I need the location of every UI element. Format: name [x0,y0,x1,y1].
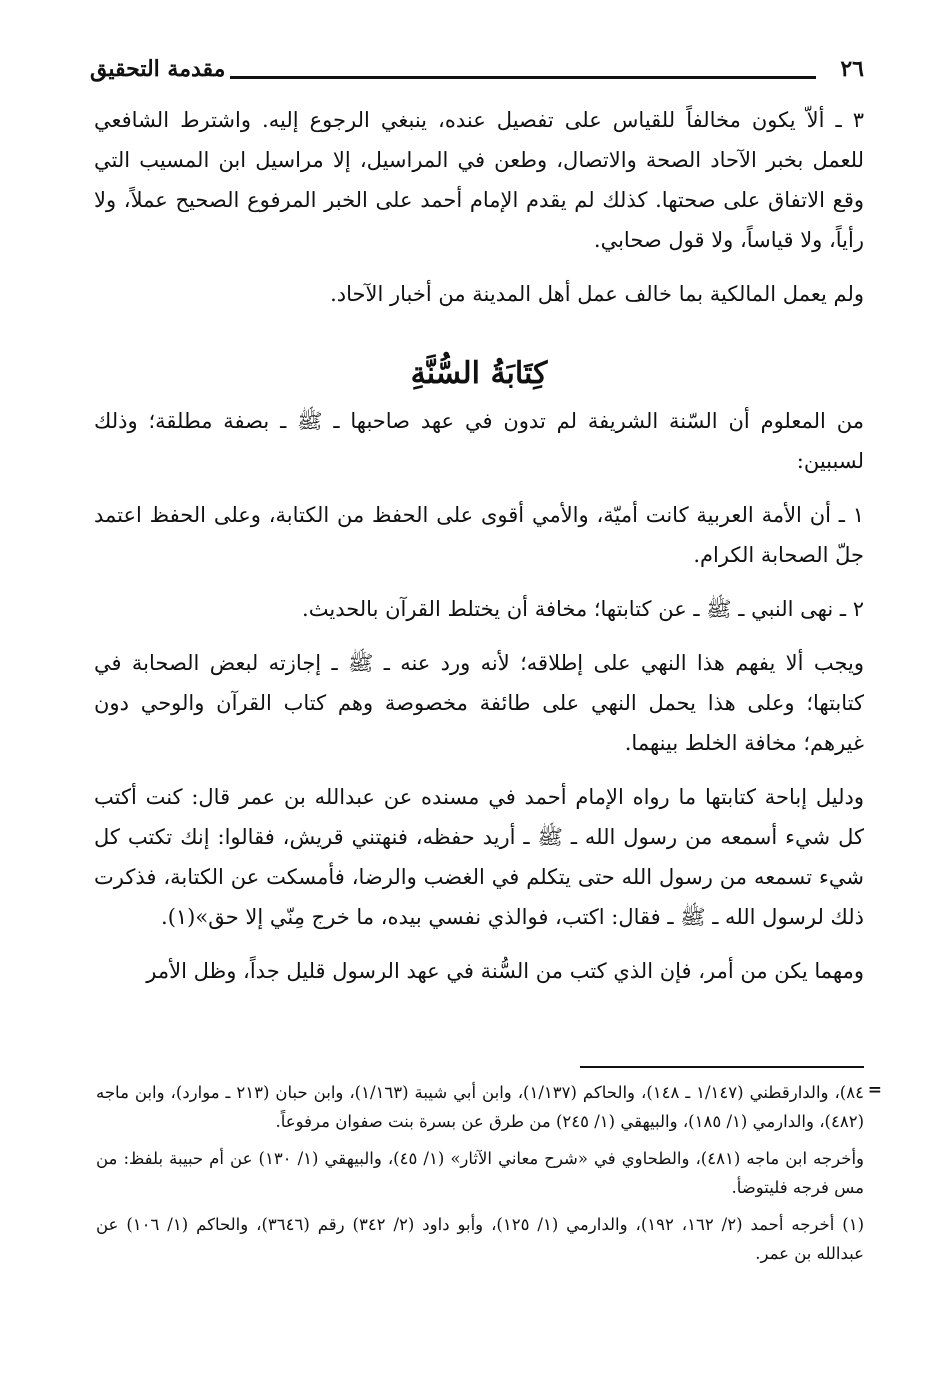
footnote-continued-2: وأخرجه ابن ماجه (٤٨١)، والطحاوي في «شرح معاني الآثار» (١/ ٤٥)، والبيهقي (١/ ١٣٠) عن أم حبيبة بلفظ: من مس فرجه فليتوضأ. [96,1149,864,1197]
footnotes [96,1078,864,1268]
main-text [94,100,864,991]
header-rule [230,76,816,79]
section-heading: كِتَابَةُ السُّنَّةِ [410,356,548,391]
paragraph-conclusion: ومهما يكن من أمر، فإن الذي كتب من السُّنة في عهد الرسول قليل جداً، وظل الأمر [146,959,864,983]
footnote-separator [580,1066,864,1068]
paragraph-reason-1: ١ ـ أن الأمة العربية كانت أميّة، والأمي أقوى على الحفظ من الكتابة، وعلى الحفظ اعتمد جلّ الصحابة الكرام. [94,503,864,567]
paragraph-malikiyya: ولم يعمل المالكية بما خالف عمل أهل المدينة من أخبار الآحاد. [330,282,864,306]
page-header [90,56,864,92]
footnote-1: (١) أخرجه أحمد (٢/ ١٦٢، ١٩٢)، والدارمي (١/ ١٢٥)، وأبو داود (٢/ ٣٤٢) رقم (٣٦٤٦)، والحاكم (١/ ١٠٦) عن عبدالله بن عمر. [96,1215,864,1263]
paragraph-evidence: ودليل إباحة كتابتها ما رواه الإمام أحمد في مسنده عن عبدالله بن عمر قال: كنت أكتب كل شيء أسمعه من رسول الله ـ ﷺ ـ أريد حفظه، فنهتني قريش، فقالوا: إنك تكتب كل شيء تسمعه من رسول الله حتى يتكلم في الغضب والرضا، فأمسكت عن الكتابة، فذكرت ذلك لرسول الله ـ ﷺ ـ فقال: اكتب، فوالذي نفسي بيده، ما خرج مِنّي إلا حق»(١). [94,785,864,929]
paragraph-sunnah-intro: من المعلوم أن السّنة الشريفة لم تدون في عهد صاحبها ـ ﷺ ـ بصفة مطلقة؛ وذلك لسببين: [94,409,864,473]
paragraph-reason-2: ٢ ـ نهى النبي ـ ﷺ ـ عن كتابتها؛ مخافة أن يختلط القرآن بالحديث. [302,597,864,621]
paragraph-condition-3: ٣ ـ ألاّ يكون مخالفاً للقياس على تفصيل عنده، ينبغي الرجوع إليه. واشترط الشافعي للعمل بخبر الآحاد الصحة والاتصال، وطعن في المراسيل، إلا مراسيل ابن المسيب التي وقع الاتفاق على صحتها. كذلك لم يقدم الإمام أحمد على الخبر المرفوع الصحيح عملاً، ولا رأياً، ولا قياساً، ولا قول صحابي. [94,108,864,252]
page-number: ٢٦ [840,56,864,82]
footnote-continuation-mark: = [867,1080,882,1100]
running-title: مقدمة التحقيق [90,56,226,82]
footnote-continued: ٨٤)، والدارقطني (١/١٤٧ ـ ١٤٨)، والحاكم (١/١٣٧)، وابن أبي شيبة (١/١٦٣)، وابن حبان (٢١٣ ـ موارد)، وابن ماجه (٤٨٢)، والدارمي (١/ ١٨٥)، والبيهقي (١/ ٢٤٥) من طرق عن بسرة بنت صفوان مرفوعاً. [96,1083,864,1131]
paragraph-prohibition-scope: ويجب ألا يفهم هذا النهي على إطلاقه؛ لأنه ورد عنه ـ ﷺ ـ إجازته لبعض الصحابة في كتابتها؛ وعلى هذا يحمل النهي على طائفة مخصوصة وهم كتاب القرآن والوحي دون غيرهم؛ مخافة الخلط بينهما. [94,651,864,755]
